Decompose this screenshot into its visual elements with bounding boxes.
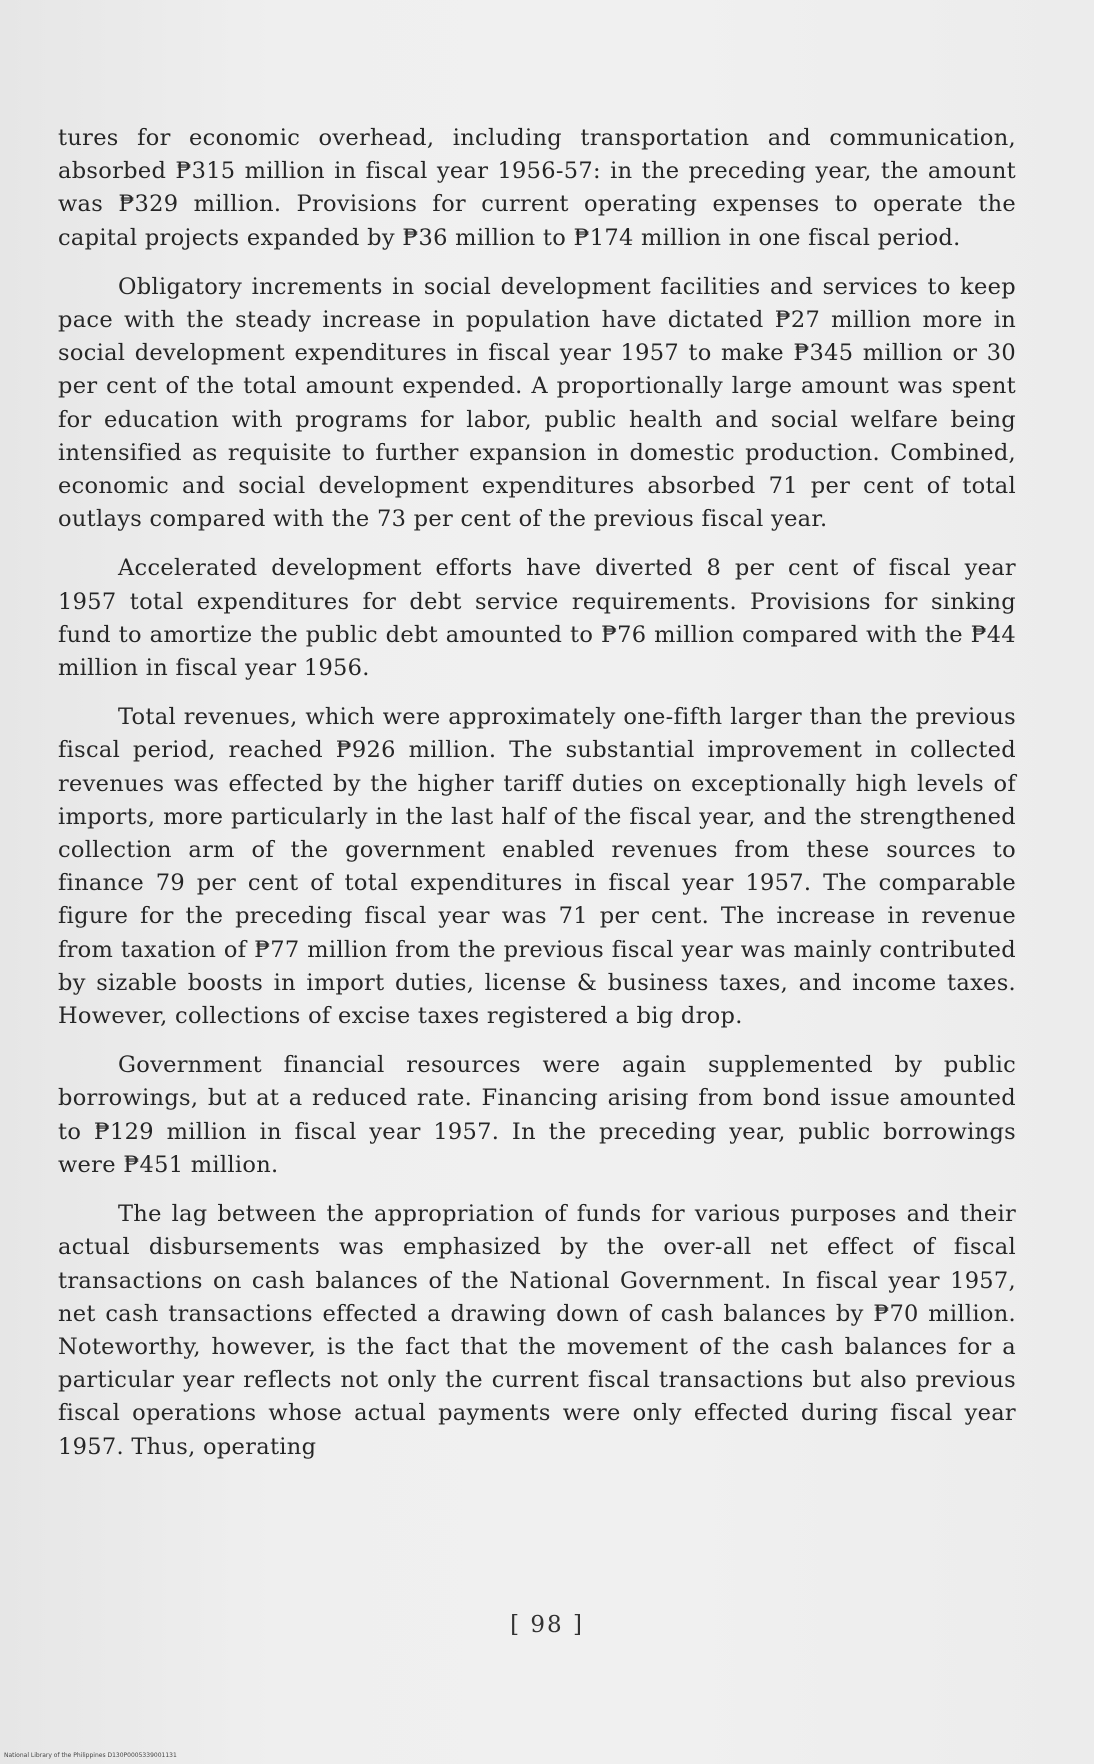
paragraph-cash-balances: The lag between the appropriation of funds for various purposes and their actual disbursements was emphasized by the over-all net effect of fiscal transactions on cash balances of the National Government. In fiscal year 1957, net cash transactions effected a drawing down of cash balances by ₱70 million. Noteworthy, however, is the fact that the movement of the cash balances for a particular year reflects not only the current fiscal transactions but also previous fiscal operations whose actual payments were only effected during fiscal year 1957. Thus, operating — [58, 1201, 1016, 1460]
paragraph-social-development: Obligatory increments in social development facilities and services to keep pace with the steady increase in population have dictated ₱27 million more in social development expenditures in fiscal year 1957 to make ₱345 million or 30 per cent of the total amount expended. A proportionally large amount was spent for education with programs for labor, public health and social welfare being intensified as requisite to further expansion in domestic production. Combined, economic and social development expenditures absorbed 71 per cent of total outlays compared with the 73 per cent of the previous fiscal year. — [58, 273, 1016, 533]
paragraph-economic-overhead: tures for economic overhead, including transportation and communication, absorbed ₱315 million in fiscal year 1956-57: in the preceding year, the amount was ₱329 million. Provisions for current operating expenses to operate the capital projects expanded by ₱36 million to ₱174 million in one fiscal period. — [58, 125, 1016, 251]
page-number: [ 98 ] — [510, 1612, 584, 1638]
paragraph-total-revenues: Total revenues, which were approximately one-fifth larger than the previous fiscal period, reached ₱926 million. The substantial improvement in collected revenues was effected by the higher tariff duties on exceptionally high levels of imports, more particularly in the last half of the fiscal year, and the strengthened collection arm of the government enabled revenues from these sources to finance 79 per cent of total expenditures in fiscal year 1957. The comparable figure for the preceding fiscal year was 71 per cent. The increase in revenue from taxation of ₱77 million from the previous fiscal year was mainly contributed by sizable boosts in import duties, license & business taxes, and income taxes. However, collections of excise taxes registered a big drop. — [58, 704, 1016, 1030]
paragraph-debt-service: Accelerated development efforts have diverted 8 per cent of fiscal year 1957 total expenditures for debt service requirements. Provisions for sinking fund to amortize the public debt amounted to ₱76 million compared with the ₱44 million in fiscal year 1956. — [58, 555, 1016, 682]
footer-credit: National Library of the Philippines D130P0005339001131 — [4, 1752, 177, 1759]
paragraph-public-borrowings: Government financial resources were again supplemented by public borrowings, but at a reduced rate. Financing arising from bond issue amounted to ₱129 million in fiscal year 1957. In the preceding year, public borrowings were ₱451 million. — [58, 1052, 1016, 1178]
body-text — [58, 122, 1016, 1480]
